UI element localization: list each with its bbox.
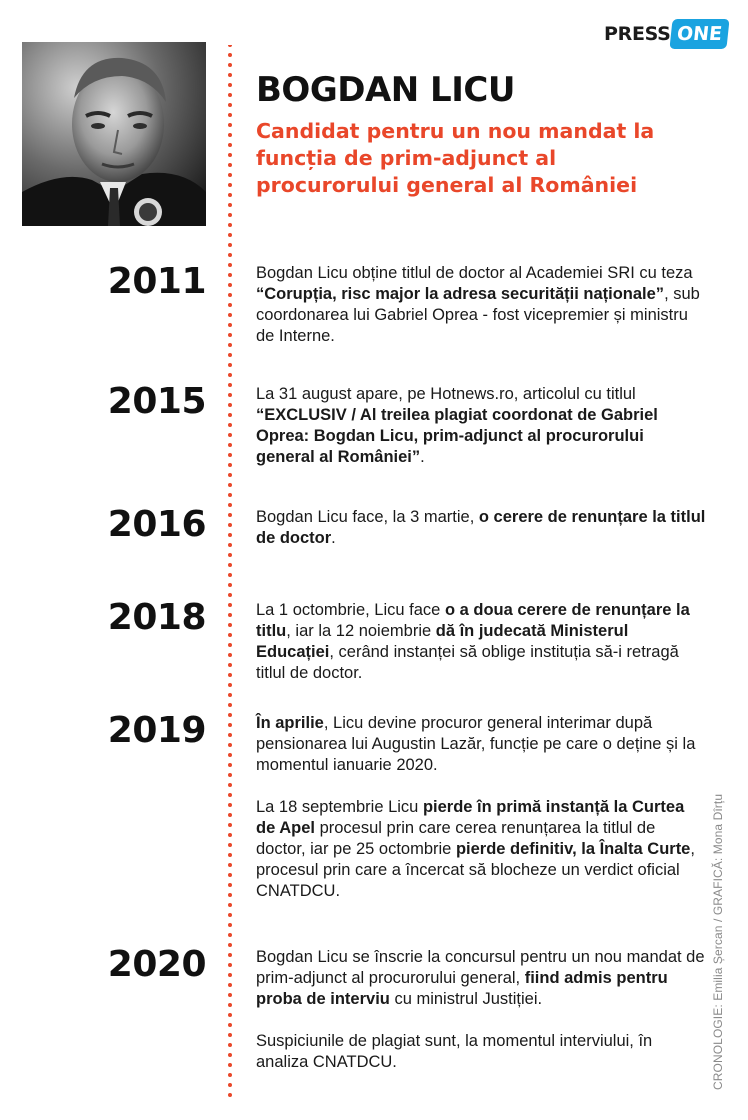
logo-press-text: PRESS — [604, 23, 671, 45]
entry-text: , Licu devine procuror general interimar după pensionarea lui Augustin Lazăr, funcție pe care o deține și la momentul ianuarie 2020. — [256, 714, 696, 774]
year-2020: 2020 — [107, 944, 206, 985]
entry-paragraph — [256, 600, 706, 684]
entry-2020 — [256, 947, 706, 1073]
year-2018: 2018 — [107, 597, 206, 638]
entry-text: Suspiciunile de plagiat sunt, la momentul interviului, în analiza CNATDCU. — [256, 1032, 653, 1071]
entry-text: Bogdan Licu se înscrie la concursul pentru un nou mandat de prim-adjunct al procurorului general, — [256, 948, 705, 987]
entry-bold-text: În aprilie — [256, 714, 324, 732]
entry-paragraph — [256, 1031, 706, 1073]
entry-text: , iar la 12 noiembrie — [286, 622, 436, 640]
logo-one-badge: ONE — [671, 21, 727, 47]
entry-bold-text: o a doua cerere de renunțare la titlu — [256, 601, 690, 640]
entry-text: . — [331, 529, 336, 547]
entry-text: , sub coordonarea lui Gabriel Oprea - fost vicepremier și ministru de Interne. — [256, 285, 700, 345]
entry-2016 — [256, 507, 706, 549]
entry-paragraph — [256, 384, 706, 468]
year-2016: 2016 — [107, 504, 206, 545]
entry-2011 — [256, 263, 706, 347]
entry-bold-text: pierde în primă instanță la Curtea de Apel — [256, 798, 685, 837]
entry-text: La 31 august apare, pe Hotnews.ro, articolul cu titlul — [256, 385, 636, 403]
timeline-dotted-line — [227, 45, 233, 1105]
year-2019: 2019 — [107, 710, 206, 751]
entry-text: , procesul prin care a încercat să blocheze un verdict oficial CNATDCU. — [256, 840, 695, 900]
entry-paragraph — [256, 947, 706, 1010]
portrait-photo — [22, 42, 206, 226]
entry-bold-text: o cerere de renunțare la titlul de doctor — [256, 508, 706, 547]
entry-2019 — [256, 713, 706, 902]
year-2015: 2015 — [107, 381, 206, 422]
year-2011: 2011 — [107, 261, 206, 302]
entry-text: procesul prin care cerea renunțarea la titlul de doctor, iar pe 25 octombrie — [256, 819, 656, 858]
entry-text: cu ministrul Justiției. — [389, 990, 543, 1008]
entry-2018 — [256, 600, 706, 684]
entry-text: Bogdan Licu obține titlul de doctor al Academiei SRI cu teza — [256, 264, 693, 282]
entry-paragraph — [256, 507, 706, 549]
entry-text: La 18 septembrie Licu — [256, 798, 423, 816]
entry-bold-text: dă în judecată Ministerul Educației — [256, 622, 629, 661]
entry-text: La 1 octombrie, Licu face — [256, 601, 445, 619]
entry-text: , cerând instanței să oblige instituția să-i retragă titlul de doctor. — [256, 643, 679, 682]
credit-text: CRONOLOGIE: Emilia Șercan / GRAFICĂ: Mona Dîrțu — [711, 793, 725, 1090]
entry-paragraph — [256, 797, 706, 902]
entry-text: . — [420, 448, 425, 466]
header — [256, 70, 716, 199]
entry-paragraph — [256, 263, 706, 347]
entry-bold-text: “EXCLUSIV / Al treilea plagiat coordonat de Gabriel Oprea: Bogdan Licu, prim-adjunct al procurorului general al României” — [256, 406, 658, 466]
entry-text: Bogdan Licu face, la 3 martie, — [256, 508, 479, 526]
entry-2015 — [256, 384, 706, 468]
subtitle: Candidat pentru un nou mandat la funcția de prim-adjunct al procurorului general al României — [256, 119, 655, 197]
entry-paragraph — [256, 713, 706, 776]
entry-bold-text: pierde definitiv, la Înalta Curte — [455, 840, 691, 858]
entry-bold-text: “Corupția, risc major la adresa securității naționale” — [256, 285, 665, 303]
pressone-logo[interactable] — [604, 20, 726, 48]
entry-bold-text: fiind admis pentru proba de interviu — [256, 969, 668, 1008]
person-name: BOGDAN LICU — [256, 70, 515, 110]
